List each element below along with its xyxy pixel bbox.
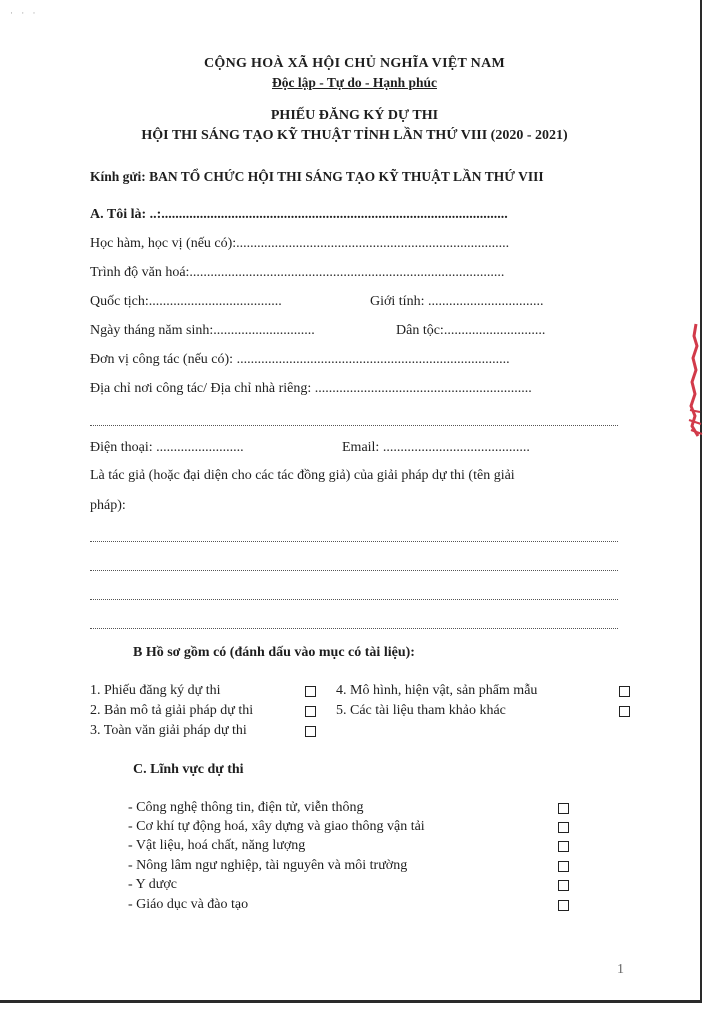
section-b-heading: B Hồ sơ gồm có (đánh dấu vào mục có tài liệu):	[133, 645, 415, 660]
address-field[interactable]: Địa chỉ nơi công tác/ Địa chỉ nhà riêng: ..............................................................	[90, 381, 532, 396]
author-statement: Là tác giả (hoặc đại diện cho các tác đồng giả) của giải pháp dự thi (tên giải	[90, 468, 515, 483]
motto: Độc lập - Tự do - Hạnh phúc	[271, 75, 438, 90]
document-checkbox[interactable]	[305, 706, 316, 717]
field-checkbox[interactable]	[558, 900, 569, 911]
field-item: - Công nghệ thông tin, điện tử, viễn thông	[128, 800, 364, 815]
form-title: PHIẾU ĐĂNG KÝ DỰ THI	[270, 108, 439, 123]
field-checkbox[interactable]	[558, 822, 569, 833]
document-item: 5. Các tài liệu tham khảo khác	[336, 703, 506, 718]
phone-field[interactable]: Điện thoại: .........................	[90, 440, 244, 455]
solution-name-line[interactable]	[90, 628, 618, 629]
field-checkbox[interactable]	[558, 861, 569, 872]
document-checkbox[interactable]	[305, 726, 316, 737]
author-statement-cont: pháp):	[90, 498, 126, 513]
gender-field[interactable]: Giới tính: .................................	[370, 294, 544, 309]
education-field[interactable]: Trình độ văn hoá:..........................................................................................	[90, 265, 505, 280]
field-item: - Giáo dục và đào tạo	[128, 897, 249, 912]
document-item: 4. Mô hình, hiện vật, sản phẩm mẫu	[336, 683, 538, 698]
field-item: - Vật liệu, hoá chất, năng lượng	[128, 838, 306, 853]
field-item: - Y dược	[128, 877, 177, 892]
document-checkbox[interactable]	[619, 706, 630, 717]
document-item: 1. Phiếu đăng ký dự thi	[90, 683, 221, 698]
nationality-field[interactable]: Quốc tịch:......................................	[90, 294, 282, 309]
birth-date-field[interactable]: Ngày tháng năm sinh:.............................	[90, 323, 315, 338]
nation-header: CỘNG HOÀ XÃ HỘI CHỦ NGHĨA VIỆT NAM	[204, 56, 505, 71]
recipient-line: Kính gửi: BAN TỔ CHỨC HỘI THI SÁNG TẠO KỸ THUẬT LẦN THỨ VIII	[90, 169, 544, 184]
document-checkbox[interactable]	[619, 686, 630, 697]
field-checkbox[interactable]	[558, 803, 569, 814]
email-field[interactable]: Email: ..........................................	[342, 440, 530, 455]
name-field[interactable]: A. Tôi là: ..:...................................................................................................	[90, 207, 508, 222]
field-item: - Cơ khí tự động hoá, xây dựng và giao thông vận tải	[128, 819, 425, 834]
solution-name-line[interactable]	[90, 541, 618, 542]
document-item: 3. Toàn văn giải pháp dự thi	[90, 723, 247, 738]
workplace-field[interactable]: Đơn vị công tác (nếu có): ..............................................................................	[90, 352, 510, 367]
scan-speck: · · ·	[10, 8, 39, 18]
red-stamp-mark	[686, 320, 704, 440]
contest-title: HỘI THI SÁNG TẠO KỸ THUẬT TỈNH LẦN THỨ VIII (2020 - 2021)	[141, 128, 568, 143]
field-checkbox[interactable]	[558, 880, 569, 891]
page-number: 1	[617, 962, 624, 977]
academic-title-field[interactable]: Học hàm, học vị (nếu có):..............................................................................	[90, 236, 510, 251]
page-edge-right	[700, 0, 702, 1000]
solution-name-line[interactable]	[90, 599, 618, 600]
document-checkbox[interactable]	[305, 686, 316, 697]
field-item: - Nông lâm ngư nghiệp, tài nguyên và môi trường	[128, 858, 408, 873]
page-edge-bottom	[0, 1000, 702, 1003]
field-checkbox[interactable]	[558, 841, 569, 852]
solution-name-line[interactable]	[90, 570, 618, 571]
ethnicity-field[interactable]: Dân tộc:.............................	[396, 323, 546, 338]
address-continuation-line[interactable]	[90, 425, 618, 426]
section-c-heading: C. Lĩnh vực dự thi	[133, 762, 244, 777]
document-item: 2. Bản mô tả giải pháp dự thi	[90, 703, 254, 718]
